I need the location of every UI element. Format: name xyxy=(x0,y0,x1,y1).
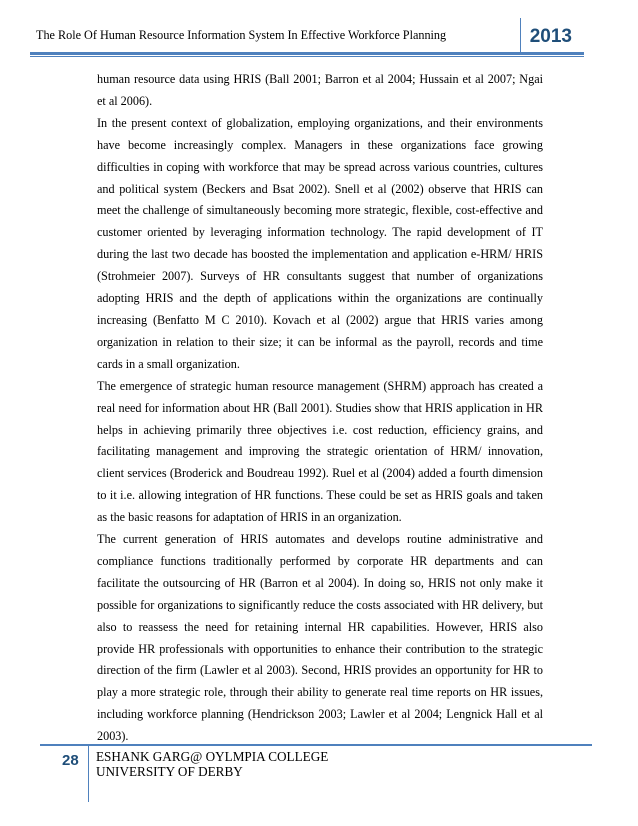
footer-rule xyxy=(40,744,592,746)
footer-line-university: UNIVERSITY OF DERBY xyxy=(96,764,243,779)
page-header xyxy=(30,18,582,52)
header-rule-thin xyxy=(30,56,584,57)
paragraph: In the present context of globalization, employing organizations, and their environments have become increasingly complex. Managers in these organizations face growing difficulties in coping with workforce that may be spread across various countries, cultures and political system (Beckers and Bsat 2002). Snell et al (2002) observe that HRIS can meet the challenge of simultaneously becoming more strategic, flexible, cost-effective and customer oriented by leveraging information technology. The rapid development of IT during the last two decade has boosted the implementation and application e-HRM/ HRIS (Strohmeier 2007). Surveys of HR consultants suggest that number of organizations adopting HRIS and the depth of applications within the organizations are continually increasing (Benfatto M C 2010). Kovach et al (2002) argue that HRIS varies among organization in relation to their size; it can be informal as the payroll, records and time cards in a small organization. xyxy=(97,115,543,371)
page-footer xyxy=(40,744,600,804)
footer-line-college: ESHANK GARG@ OYLMPIA COLLEGE xyxy=(96,749,329,764)
paragraph: human resource data using HRIS (Ball 2001; Barron et al 2004; Hussain et al 2007; Ngai et al 2006). xyxy=(97,72,543,108)
paragraph: The emergence of strategic human resource management (SHRM) approach has created a real need for information about HR (Ball 2001). Studies show that HRIS application in HR helps in achieving primarily three objectives i.e. cost reduction, efficiency grains, and facilitating management and improving the strategic orientation of HRM/ innovation, client services (Broderick and Boudreau 1992). Ruel et al (2004) added a fourth dimension to it i.e. allowing integration of HR functions. These could be set as HRIS goals and taken as the basic reasons for adaptation of HRIS in an organization. xyxy=(97,378,543,525)
header-rule xyxy=(30,52,584,55)
footer-separator xyxy=(88,746,89,802)
header-title: The Role Of Human Resource Information System In Effective Workforce Planning xyxy=(36,28,447,42)
header-year: 2013 xyxy=(529,26,572,47)
body-text xyxy=(97,69,543,748)
paragraph: The current generation of HRIS automates and develops routine administrative and compliance functions traditionally performed by corporate HR departments and can facilitate the outsourcing of HR (Barron et al 2004). In doing so, HRIS not only make it possible for organizations to significantly reduce the costs associated with HR delivery, but also to reassess the need for retaining internal HR capabilities. However, HRIS also provide HR professionals with opportunities to enhance their contribution to the strategic direction of the firm (Lawler et al 2003). Second, HRIS provides an opportunity for HR to play a more strategic role, through their ability to generate real time reports on HR issues, including workforce planning (Hendrickson 2003; Lawler et al 2004; Lengnick Hall et al 2003). xyxy=(97,532,543,744)
page-number: 28 xyxy=(62,752,79,769)
header-separator xyxy=(520,18,521,52)
footer-text xyxy=(96,749,328,779)
